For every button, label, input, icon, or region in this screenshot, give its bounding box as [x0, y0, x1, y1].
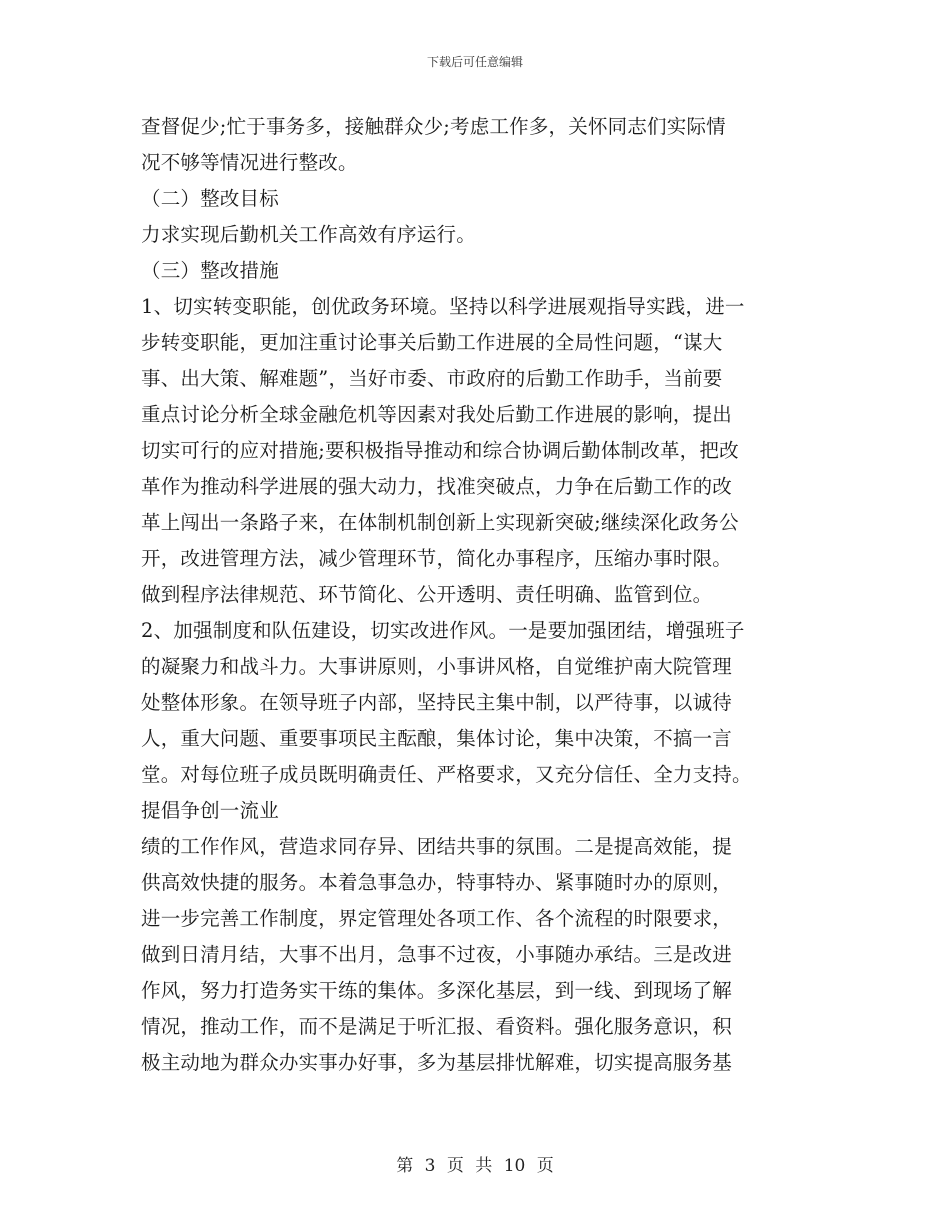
body-line: 进一步完善工作制度，界定管理处各项工作、各个流程的时限要求， [141, 907, 733, 930]
page-number: 第 3 页 共 10 页 [396, 1156, 554, 1176]
body-line: 革作为推动科学进展的强大动力，找准突破点，力争在后勤工作的改 [141, 475, 733, 498]
body-line: 极主动地为群众办实事办好事，多为基层排忧解难，切实提高服务基 [141, 1051, 733, 1074]
body-line: 查督促少;忙于事务多，接触群众少;考虑工作多，关怀同志们实际情 [141, 115, 726, 138]
body-line: 步转变职能，更加注重讨论事关后勤工作进展的全局性问题，“谋大 [141, 331, 723, 354]
document-body [141, 109, 811, 1081]
body-line: 重点讨论分析全球金融危机等因素对我处后勤工作进展的影响，提出 [141, 403, 733, 426]
body-line: 处整体形象。在领导班子内部，坚持民主集中制，以严待事，以诚待 [141, 691, 733, 714]
body-line: 的凝聚力和战斗力。大事讲原则，小事讲风格，自觉维护南大院管理 [141, 655, 733, 678]
body-line: 2、加强制度和队伍建设，切实改进作风。一是要加强团结，增强班子 [141, 619, 745, 642]
section-heading: （二）整改目标 [141, 187, 279, 210]
body-line: 况不够等情况进行整改。 [141, 151, 358, 174]
body-line: 绩的工作作风，营造求同存异、团结共事的氛围。二是提高效能，提 [141, 835, 733, 858]
body-line: 堂。对每位班子成员既明确责任、严格要求，又充分信任、全力支持。 [141, 763, 752, 786]
body-line: 革上闯出一条路子来，在体制机制创新上实现新突破;继续深化政务公 [141, 511, 739, 534]
body-line: 人，重大问题、重要事项民主酝酿，集体讨论，集中决策，不搞一言 [141, 727, 733, 750]
body-line: 做到日清月结，大事不出月，急事不过夜，小事随办承结。三是改进 [141, 943, 733, 966]
body-line: 力求实现后勤机关工作高效有序运行。 [141, 223, 476, 246]
body-line: 供高效快捷的服务。本着急事急办，特事特办、紧事随时办的原则， [141, 871, 733, 894]
body-line: 情况，推动工作，而不是满足于听汇报、看资料。强化服务意识，积 [141, 1015, 733, 1038]
body-line: 作风，努力打造务实干练的集体。多深化基层，到一线、到现场了解 [141, 979, 733, 1002]
body-line: 1、切实转变职能，创优政务环境。坚持以科学进展观指导实践，进一 [141, 295, 745, 318]
body-line: 事、出大策、解难题”，当好市委、市政府的后勤工作助手，当前要 [141, 367, 723, 390]
body-line: 提倡争创一流业 [141, 799, 279, 822]
body-line: 做到程序法律规范、环节简化、公开透明、责任明确、监管到位。 [141, 583, 713, 606]
body-line: 切实可行的应对措施;要积极指导推动和综合协调后勤体制改革，把改 [141, 439, 739, 462]
page-header-note: 下载后可任意编辑 [426, 55, 523, 69]
section-heading: （三）整改措施 [141, 259, 279, 282]
body-line: 开，改进管理方法，减少管理环节，简化办事程序，压缩办事时限。 [141, 547, 733, 570]
